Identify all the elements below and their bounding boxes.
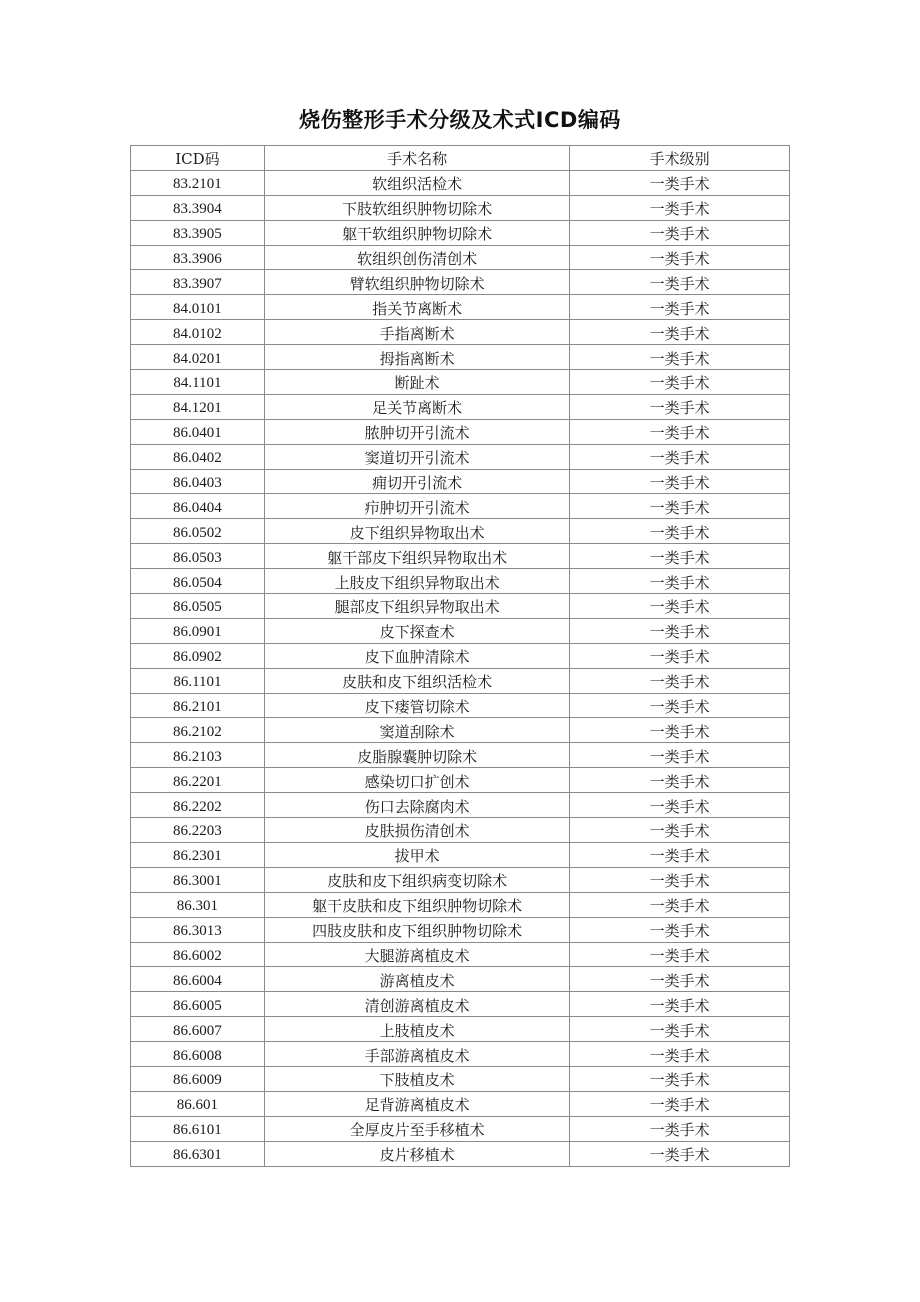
cell-surgery-name: 足关节离断术 xyxy=(264,394,569,419)
cell-icd-code: 86.2301 xyxy=(131,842,265,867)
icd-code-table xyxy=(130,145,790,1167)
cell-icd-code: 86.6002 xyxy=(131,942,265,967)
table-row xyxy=(131,892,790,917)
cell-surgery-level: 一类手术 xyxy=(570,295,790,320)
cell-surgery-level: 一类手术 xyxy=(570,1042,790,1067)
cell-surgery-name: 拔甲术 xyxy=(264,842,569,867)
table-row xyxy=(131,718,790,743)
table-row xyxy=(131,444,790,469)
cell-icd-code: 84.0102 xyxy=(131,320,265,345)
cell-surgery-name: 皮下组织异物取出术 xyxy=(264,519,569,544)
cell-icd-code: 86.0401 xyxy=(131,419,265,444)
cell-surgery-level: 一类手术 xyxy=(570,220,790,245)
cell-icd-code: 86.2102 xyxy=(131,718,265,743)
cell-surgery-name: 伤口去除腐肉术 xyxy=(264,793,569,818)
table-row xyxy=(131,469,790,494)
cell-icd-code: 86.2203 xyxy=(131,818,265,843)
cell-surgery-name: 窦道刮除术 xyxy=(264,718,569,743)
cell-surgery-level: 一类手术 xyxy=(570,519,790,544)
table-row xyxy=(131,743,790,768)
header-surgery-name: 手术名称 xyxy=(264,146,569,171)
cell-surgery-level: 一类手术 xyxy=(570,942,790,967)
cell-surgery-level: 一类手术 xyxy=(570,693,790,718)
cell-surgery-level: 一类手术 xyxy=(570,967,790,992)
table-row xyxy=(131,618,790,643)
cell-surgery-name: 皮肤和皮下组织病变切除术 xyxy=(264,867,569,892)
cell-surgery-level: 一类手术 xyxy=(570,1017,790,1042)
cell-surgery-name: 窦道切开引流术 xyxy=(264,444,569,469)
cell-surgery-level: 一类手术 xyxy=(570,743,790,768)
cell-surgery-level: 一类手术 xyxy=(570,618,790,643)
cell-surgery-name: 皮肤损伤清创术 xyxy=(264,818,569,843)
table-row xyxy=(131,842,790,867)
cell-surgery-level: 一类手术 xyxy=(570,668,790,693)
table-row xyxy=(131,1017,790,1042)
cell-icd-code: 83.3906 xyxy=(131,245,265,270)
table-row xyxy=(131,643,790,668)
cell-surgery-level: 一类手术 xyxy=(570,394,790,419)
cell-icd-code: 84.1201 xyxy=(131,394,265,419)
table-row xyxy=(131,170,790,195)
table-row xyxy=(131,295,790,320)
table-row xyxy=(131,494,790,519)
table-row xyxy=(131,942,790,967)
cell-surgery-level: 一类手术 xyxy=(570,1141,790,1166)
page-title: 烧伤整形手术分级及术式ICD编码 xyxy=(299,108,621,132)
cell-surgery-name: 软组织创伤清创术 xyxy=(264,245,569,270)
cell-surgery-level: 一类手术 xyxy=(570,917,790,942)
cell-surgery-name: 皮片移植术 xyxy=(264,1141,569,1166)
cell-icd-code: 83.2101 xyxy=(131,170,265,195)
cell-surgery-name: 下肢植皮术 xyxy=(264,1066,569,1091)
table-row xyxy=(131,793,790,818)
cell-surgery-level: 一类手术 xyxy=(570,842,790,867)
cell-icd-code: 86.2202 xyxy=(131,793,265,818)
cell-icd-code: 86.0902 xyxy=(131,643,265,668)
cell-surgery-name: 感染切口扩创术 xyxy=(264,768,569,793)
table-body xyxy=(131,170,790,1166)
cell-icd-code: 86.1101 xyxy=(131,668,265,693)
cell-surgery-level: 一类手术 xyxy=(570,494,790,519)
table-row xyxy=(131,867,790,892)
cell-icd-code: 86.2201 xyxy=(131,768,265,793)
cell-surgery-name: 臂软组织肿物切除术 xyxy=(264,270,569,295)
cell-surgery-name: 躯干部皮下组织异物取出术 xyxy=(264,544,569,569)
cell-surgery-name: 断趾术 xyxy=(264,370,569,395)
table-row xyxy=(131,245,790,270)
cell-surgery-level: 一类手术 xyxy=(570,469,790,494)
cell-surgery-level: 一类手术 xyxy=(570,544,790,569)
table-row xyxy=(131,195,790,220)
cell-surgery-name: 四肢皮肤和皮下组织肿物切除术 xyxy=(264,917,569,942)
cell-surgery-level: 一类手术 xyxy=(570,170,790,195)
cell-icd-code: 86.3013 xyxy=(131,917,265,942)
cell-surgery-level: 一类手术 xyxy=(570,992,790,1017)
table-row xyxy=(131,1042,790,1067)
cell-icd-code: 86.0502 xyxy=(131,519,265,544)
cell-icd-code: 83.3905 xyxy=(131,220,265,245)
table-row xyxy=(131,967,790,992)
table-row xyxy=(131,668,790,693)
cell-surgery-name: 脓肿切开引流术 xyxy=(264,419,569,444)
cell-surgery-name: 足背游离植皮术 xyxy=(264,1091,569,1116)
cell-surgery-level: 一类手术 xyxy=(570,245,790,270)
cell-surgery-name: 皮脂腺囊肿切除术 xyxy=(264,743,569,768)
table-row xyxy=(131,519,790,544)
cell-icd-code: 86.0504 xyxy=(131,569,265,594)
cell-icd-code: 86.601 xyxy=(131,1091,265,1116)
table-row xyxy=(131,345,790,370)
cell-surgery-name: 皮下瘘管切除术 xyxy=(264,693,569,718)
cell-icd-code: 86.0503 xyxy=(131,544,265,569)
cell-surgery-name: 疖肿切开引流术 xyxy=(264,494,569,519)
table-row xyxy=(131,1116,790,1141)
cell-surgery-level: 一类手术 xyxy=(570,818,790,843)
cell-surgery-level: 一类手术 xyxy=(570,444,790,469)
cell-icd-code: 84.0101 xyxy=(131,295,265,320)
table-row xyxy=(131,220,790,245)
cell-icd-code: 86.0404 xyxy=(131,494,265,519)
cell-surgery-name: 全厚皮片至手移植术 xyxy=(264,1116,569,1141)
cell-surgery-level: 一类手术 xyxy=(570,892,790,917)
cell-icd-code: 86.6009 xyxy=(131,1066,265,1091)
cell-icd-code: 86.0505 xyxy=(131,594,265,619)
cell-surgery-level: 一类手术 xyxy=(570,370,790,395)
table-row xyxy=(131,693,790,718)
cell-icd-code: 86.0402 xyxy=(131,444,265,469)
cell-surgery-name: 拇指离断术 xyxy=(264,345,569,370)
cell-icd-code: 86.6004 xyxy=(131,967,265,992)
cell-surgery-name: 上肢皮下组织异物取出术 xyxy=(264,569,569,594)
cell-surgery-level: 一类手术 xyxy=(570,643,790,668)
cell-icd-code: 86.6101 xyxy=(131,1116,265,1141)
cell-surgery-name: 手部游离植皮术 xyxy=(264,1042,569,1067)
table-row xyxy=(131,320,790,345)
cell-surgery-level: 一类手术 xyxy=(570,195,790,220)
table-row xyxy=(131,768,790,793)
table-row xyxy=(131,370,790,395)
cell-surgery-level: 一类手术 xyxy=(570,594,790,619)
cell-surgery-level: 一类手术 xyxy=(570,345,790,370)
cell-surgery-level: 一类手术 xyxy=(570,1091,790,1116)
table-row xyxy=(131,818,790,843)
cell-surgery-level: 一类手术 xyxy=(570,867,790,892)
table-row xyxy=(131,419,790,444)
cell-surgery-level: 一类手术 xyxy=(570,419,790,444)
header-surgery-level: 手术级别 xyxy=(570,146,790,171)
cell-icd-code: 86.6005 xyxy=(131,992,265,1017)
cell-surgery-name: 皮肤和皮下组织活检术 xyxy=(264,668,569,693)
cell-surgery-name: 腿部皮下组织异物取出术 xyxy=(264,594,569,619)
table-row xyxy=(131,1066,790,1091)
cell-surgery-level: 一类手术 xyxy=(570,768,790,793)
table-row xyxy=(131,1141,790,1166)
table-row xyxy=(131,544,790,569)
table-row xyxy=(131,594,790,619)
cell-icd-code: 83.3907 xyxy=(131,270,265,295)
cell-icd-code: 86.2103 xyxy=(131,743,265,768)
cell-surgery-level: 一类手术 xyxy=(570,270,790,295)
table-header-row xyxy=(131,146,790,171)
cell-surgery-name: 游离植皮术 xyxy=(264,967,569,992)
cell-surgery-name: 痈切开引流术 xyxy=(264,469,569,494)
cell-surgery-name: 上肢植皮术 xyxy=(264,1017,569,1042)
cell-surgery-name: 皮下探查术 xyxy=(264,618,569,643)
cell-icd-code: 86.3001 xyxy=(131,867,265,892)
cell-surgery-level: 一类手术 xyxy=(570,1066,790,1091)
cell-icd-code: 84.0201 xyxy=(131,345,265,370)
cell-icd-code: 86.6301 xyxy=(131,1141,265,1166)
cell-surgery-level: 一类手术 xyxy=(570,793,790,818)
cell-icd-code: 86.301 xyxy=(131,892,265,917)
cell-surgery-name: 清创游离植皮术 xyxy=(264,992,569,1017)
cell-icd-code: 86.2101 xyxy=(131,693,265,718)
cell-surgery-name: 皮下血肿清除术 xyxy=(264,643,569,668)
cell-surgery-level: 一类手术 xyxy=(570,1116,790,1141)
cell-surgery-level: 一类手术 xyxy=(570,569,790,594)
header-icd-code: ICD码 xyxy=(131,146,265,171)
cell-surgery-name: 大腿游离植皮术 xyxy=(264,942,569,967)
cell-surgery-level: 一类手术 xyxy=(570,718,790,743)
table-row xyxy=(131,270,790,295)
cell-surgery-name: 躯干软组织肿物切除术 xyxy=(264,220,569,245)
cell-icd-code: 84.1101 xyxy=(131,370,265,395)
cell-surgery-name: 软组织活检术 xyxy=(264,170,569,195)
table-row xyxy=(131,917,790,942)
cell-icd-code: 86.6007 xyxy=(131,1017,265,1042)
cell-surgery-name: 手指离断术 xyxy=(264,320,569,345)
cell-surgery-name: 下肢软组织肿物切除术 xyxy=(264,195,569,220)
table-row xyxy=(131,569,790,594)
table-row xyxy=(131,1091,790,1116)
cell-surgery-name: 躯干皮肤和皮下组织肿物切除术 xyxy=(264,892,569,917)
cell-icd-code: 86.6008 xyxy=(131,1042,265,1067)
cell-surgery-name: 指关节离断术 xyxy=(264,295,569,320)
cell-icd-code: 86.0901 xyxy=(131,618,265,643)
cell-icd-code: 83.3904 xyxy=(131,195,265,220)
table-row xyxy=(131,992,790,1017)
cell-icd-code: 86.0403 xyxy=(131,469,265,494)
cell-surgery-level: 一类手术 xyxy=(570,320,790,345)
table-row xyxy=(131,394,790,419)
